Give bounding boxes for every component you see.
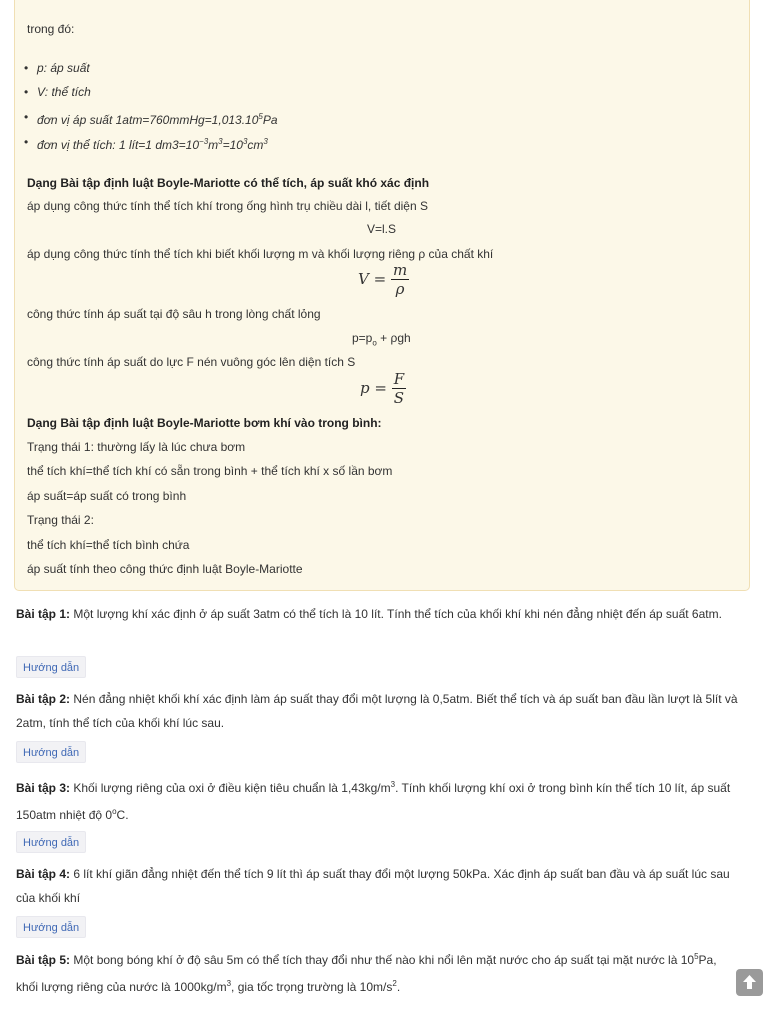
- exercise-2: Bài tập 2: Nén đẳng nhiệt khối khí xác định làm áp suất thay đổi một lượng là 0,5atm. Biết thể tích và áp suất ban đầu lần lượt là 5lít và 2atm, tính thể tích của khối khí lúc sau.: [16, 692, 738, 730]
- formula-desc-depth: công thức tính áp suất tại độ sâu h trong lòng chất lỏng: [27, 307, 321, 321]
- section-heading-pump: Dạng Bài tập định luật Boyle-Mariotte bơm khí vào trong bình:: [27, 416, 382, 430]
- guide-button-3[interactable]: Hướng dẫn: [16, 831, 86, 853]
- arrow-up-icon: [736, 969, 763, 996]
- state-line: Trạng thái 1: thường lấy là lúc chưa bơm: [27, 440, 246, 454]
- exercise-5: Bài tập 5: Một bong bóng khí ở độ sâu 5m có thể tích thay đổi như thế nào khi nổi lên mặt nước cho áp suất tại mặt nước là $10^5Pa$, khối lượng riêng của nước là $1000kg/m^3$, gia tốc trọng trường là $10m/s^2$.: [16, 952, 717, 994]
- state-line: thể tích khí=thể tích khí có sẵn trong bình + thể tích khí x số lần bơm: [27, 464, 393, 478]
- section-heading-volume: Dạng Bài tập định luật Boyle-Mariotte có thể tích, áp suất khó xác định: [27, 176, 430, 190]
- exercise-1: Bài tập 1: Một lượng khí xác định ở áp suất 3atm có thể tích là 10 lít. Tính thể tích của khối khí khi nén đẳng nhiệt đến áp suất 6atm.: [16, 607, 722, 621]
- exercise-3: Bài tập 3: Khối lượng riêng của oxi ở điều kiện tiêu chuẩn là $1,43kg/m^3$. Tính khối lượng khí oxi ở trong bình kín thể tích 10 lít, áp suất 150atm nhiệt độ 0$^o$C.: [16, 780, 731, 822]
- formula-cylinder-volume: V=l.S: [367, 222, 397, 236]
- bullet-pressure-unit: • đơn vị áp suất $1atm=760mmHg=1,013.10^5Pa$: [37, 109, 278, 128]
- formula-desc-cylinder: áp dụng công thức tính thể tích khí trong ống hình trụ chiều dài l, tiết diện S: [27, 199, 428, 213]
- bullet-volume-unit: • đơn vị thể tích: 1 lít=1 $dm3=10^{-3}m^3=10^3cm^3$: [37, 134, 268, 153]
- guide-button-4[interactable]: Hướng dẫn: [16, 916, 86, 938]
- formula-desc-density: áp dụng công thức tính thể tích khi biết khối lượng m và khối lượng riêng ρ của chất khí: [27, 247, 494, 261]
- exercise-4: Bài tập 4: 6 lít khí giãn đẳng nhiệt đến thể tích 9 lít thì áp suất thay đổi một lượng 50kPa. Xác định áp suất ban đầu và áp suất lúc sau của khối khí: [16, 867, 730, 905]
- formula-pressure-force: p = $\frac{F}{S}$: [360, 370, 405, 407]
- bullet-pressure: • p: áp suất: [37, 60, 90, 76]
- state-line: áp suất=áp suất có trong bình: [27, 489, 187, 503]
- intro-text: trong đó:: [27, 22, 75, 36]
- scroll-to-top-button[interactable]: [736, 969, 763, 996]
- bullet-volume: • V: thể tích: [37, 84, 91, 100]
- formula-desc-force: công thức tính áp suất do lực F nén vuông góc lên diện tích S: [27, 355, 356, 369]
- guide-button-2[interactable]: Hướng dẫn: [16, 741, 86, 763]
- state-line: thể tích khí=thể tích bình chứa: [27, 538, 190, 552]
- formula-hydrostatic-pressure: $p=p_o + \rho gh$: [352, 331, 411, 348]
- formula-volume-density: V = $\frac{m}{\rho}$: [358, 261, 408, 298]
- state-line: áp suất tính theo công thức định luật Boyle-Mariotte: [27, 562, 303, 576]
- state-line: Trạng thái 2:: [27, 513, 94, 527]
- guide-button-1[interactable]: Hướng dẫn: [16, 656, 86, 678]
